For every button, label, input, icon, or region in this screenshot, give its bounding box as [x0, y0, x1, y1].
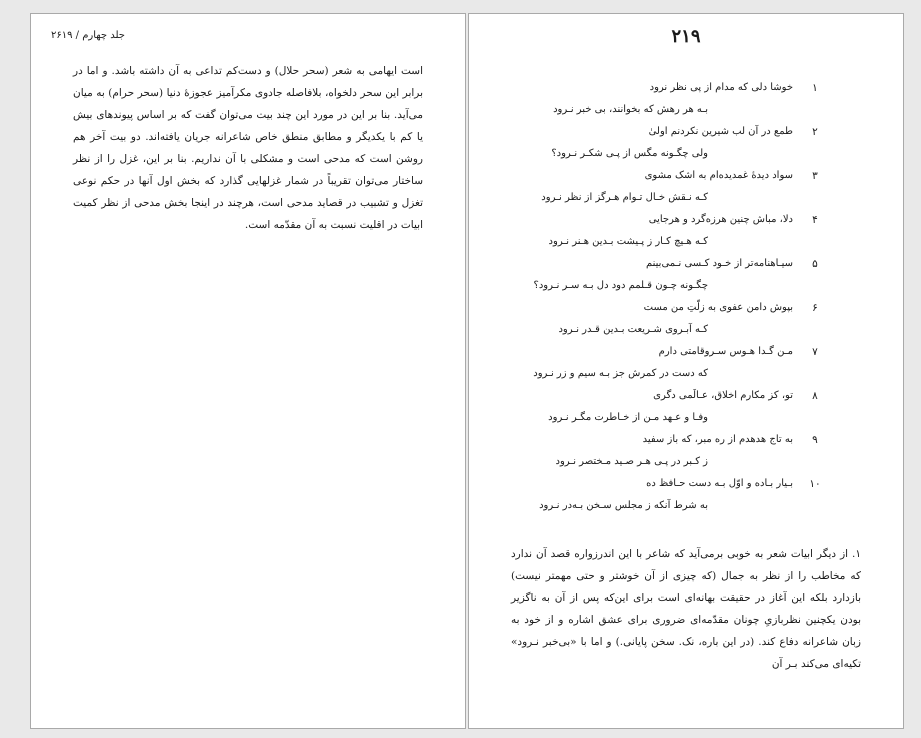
first-hemistich: سیـاهنامه‌تر از خـود کـسی نـمی‌بینم — [645, 258, 793, 269]
second-hemistich: وفـا و عـهد مـن از خـاطرت مگـر نـرود — [548, 412, 708, 423]
second-hemistich: کـه هـیچ کـار ز پـیشت بـدین هـنر نـرود — [548, 236, 708, 247]
second-hemistich: بـه هر رهش که بخوانند، بی خبر نـرود — [553, 104, 708, 115]
first-hemistich: بپوش دامن عفوی به زلّتِ من مست — [643, 302, 793, 313]
first-hemistich: بـیار بـاده و اوّل بـه دست حـافظ ده — [646, 478, 793, 489]
verse-number: ۴ — [812, 214, 818, 226]
second-hemistich: کـه آبـروی شـریعت بـدین قـدر نـرود — [558, 324, 708, 335]
footnote: ۱. از دیگر ابیات شعر به خوبی برمی‌آید که شاعر با این اندرزواره قصد آن ندارد که مخاطب را از نظر به جمال (که چیزی از آن خوشتر و حتی مهمتر نیست) بازدارد بلکه این آغاز در حقیقت بهانه‌ای است برای این‌که پس از آن به ناگزیر بودن یکچنین نظربازیِ چونان مقدّمه‌ای ضروری برای عشق اشاره و از خود به زبان شاعرانه دفاع کند. (در این باره، نک. سخن پایانی.) و اما با «بی‌خبر نـرود» تکیه‌ای می‌کند بـر آن — [511, 548, 861, 670]
verse-number: ۹ — [812, 434, 818, 446]
first-hemistich: طمع در آن لب شیرین نکردنم اولیٰ — [648, 126, 793, 137]
verse-number: ۳ — [812, 170, 818, 182]
first-hemistich: خوشا دلی که مدام از پی نظر نرود — [649, 82, 793, 93]
verse-number: ۶ — [812, 302, 818, 314]
first-hemistich: دلا، مباش چنین هرزه‌گرد و هرجایی — [648, 214, 793, 225]
verse-7 — [467, 341, 903, 385]
left-page — [30, 13, 466, 729]
verse-3 — [467, 165, 903, 209]
running-header: جلد چهارم / ۲۶۱۹ — [51, 30, 125, 41]
second-hemistich: به شرط آنکه ز مجلس سـخن بـه‌در نـرود — [539, 500, 708, 511]
second-hemistich: کـه نـقش خـال تـوام هـرگز از نظر نـرود — [541, 192, 708, 203]
verse-number: ۵ — [812, 258, 818, 270]
second-hemistich: که دست در کمرش جز بـه سیم و زر نـرود — [533, 368, 708, 379]
verse-6 — [467, 297, 903, 341]
first-hemistich: به تاج هدهدم از ره مبر، که باز سفید — [642, 434, 793, 445]
ghazal-poem — [467, 77, 903, 517]
verse-10 — [467, 473, 903, 517]
first-hemistich: سواد دیدهٔ غمدیده‌ام به اشک مشوی — [644, 170, 793, 181]
page-number: ۲۱۹ — [671, 26, 701, 47]
first-hemistich: تو، کز مکارم اخلاق، عـالَمی دگری — [653, 390, 793, 401]
verse-2 — [467, 121, 903, 165]
second-hemistich: ولی چگـونه مگس از پـی شکـر نـرود؟ — [551, 148, 708, 159]
first-hemistich: مـن گـدا هـوس سـروقامتی دارم — [658, 346, 793, 357]
verse-number: ۱ — [812, 82, 818, 94]
right-page — [468, 13, 904, 729]
verse-4 — [467, 209, 903, 253]
verse-1 — [467, 77, 903, 121]
second-hemistich: چگـونه چـون قـلمم دود دل بـه سـر نـرود؟ — [533, 280, 708, 291]
verse-number: ۸ — [812, 390, 818, 402]
verse-8 — [467, 385, 903, 429]
verse-5 — [467, 253, 903, 297]
verse-number: ۷ — [812, 346, 818, 358]
verse-9 — [467, 429, 903, 473]
commentary-paragraph: است ایهامی به شعر (سحر حلال) و دست‌کم تداعی به آن داشته باشد. و اما در برابر این سحر دلخواه، بلافاصله جادوی مکرآمیز عجوزهٔ دنیا (سحر حرام) به میان می‌آید. بنا بر این در مورد این چند بیت می‌توان گفت که بر اساس پیوندهای بیش یا کم با یکدیگر و مطابق منطق خاص شاعرانه جریان یافته‌اند. دو بیت آخر هم روشن است که مدحی است و مشکلی با آن نداریم. بنا بر این، غزل را از نظر ساختار می‌توان تقریباً در شمار غزلهایی گذارد که بخش اول آنها در حکم نوعی تغزل و تشبیب در قصاید مدحی است، هرچند در اینجا بخش مدحی از نظر کمیت ابیات در اقلیت نسبت به آن مقدّمه است. — [73, 65, 423, 231]
second-hemistich: ز کـبر در پـی هـر صـید مـختصر نـرود — [555, 456, 708, 467]
verse-number: ۲ — [812, 126, 818, 138]
verse-number: ۱۰ — [809, 478, 821, 490]
